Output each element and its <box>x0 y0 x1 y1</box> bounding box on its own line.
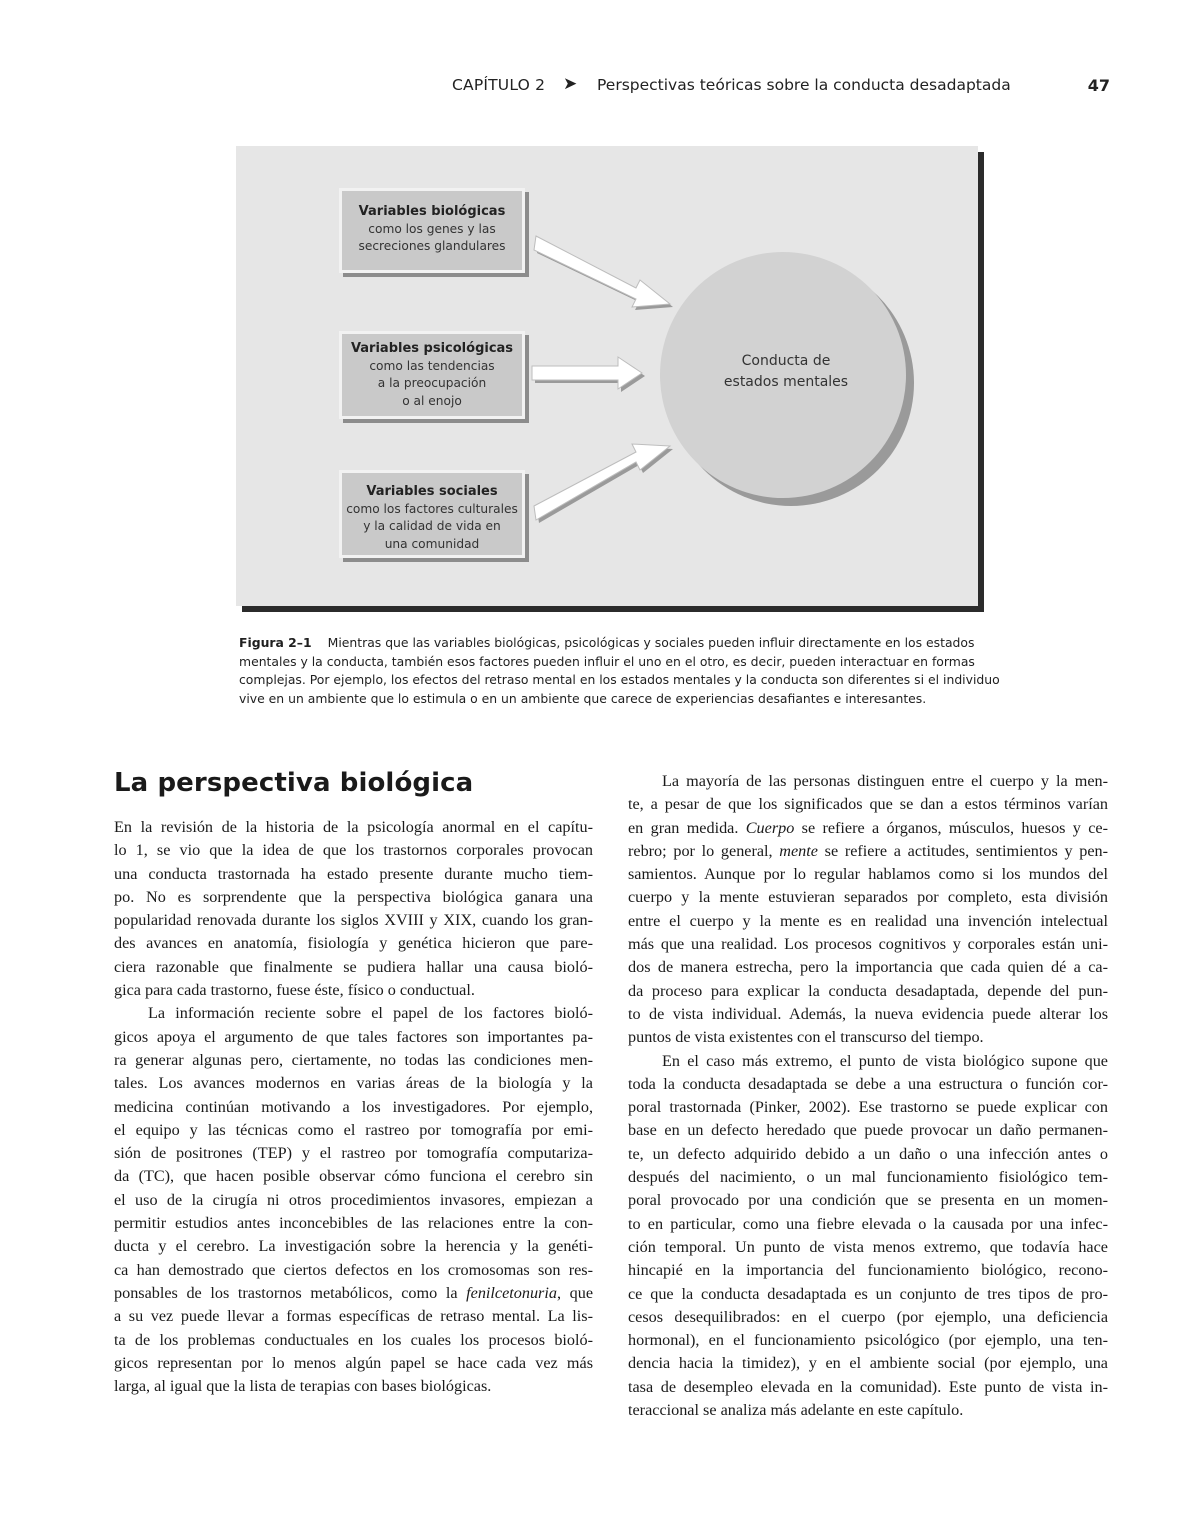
text-line: teraccional se analiza más adelante en este capítulo. <box>628 1401 964 1420</box>
box-variables-sociales <box>339 470 525 558</box>
box-title: Variables biológicas <box>358 204 506 219</box>
arrow-icon: ➤ <box>563 74 578 94</box>
caption-text: Mientras que las variables biológicas, psicológicas y sociales pueden influir directamente en los estados <box>327 635 975 650</box>
caption-line <box>239 634 979 653</box>
text-line: La mayoría de las personas distinguen entre el cuerpo y la men- <box>662 772 1108 790</box>
box-line: secreciones glandulares <box>358 239 506 253</box>
text-line: ce que la conducta desadaptada es un conjunto de tres tipos de pro- <box>628 1284 1108 1303</box>
text-line: tales. Los avances modernos en varias áreas de la biología y la <box>114 1074 593 1093</box>
circle-label <box>686 351 886 393</box>
text-line: sión de positrones (TEP) y el rastreo por tomografía computariza- <box>114 1144 593 1163</box>
arrow-psi-icon <box>532 357 645 392</box>
text-line: después del nacimiento, o un mal funcionamiento fisiológico tem- <box>628 1168 1108 1187</box>
left-column <box>114 816 593 1398</box>
chapter-label: CAPÍTULO 2 <box>452 76 546 94</box>
text-line: En el caso más extremo, el punto de vista biológico supone que <box>662 1051 1108 1070</box>
box-line: como los genes y las <box>368 221 496 236</box>
text-line: cuerpo y la mente estuvieran separados por completo, esta división <box>628 888 1108 907</box>
box-line: como los factores culturales <box>346 501 518 516</box>
text-line: gicos apoya el argumento de que tales factores son importantes pa- <box>114 1027 593 1046</box>
running-header <box>400 74 1110 100</box>
text-line: ca han demostrado que ciertos defectos en los cromosomas son res- <box>114 1260 593 1279</box>
caption-line: complejas. Por ejemplo, los efectos del retraso mental en los estados mentales y la conducta son diferentes si el individuo <box>239 672 1000 687</box>
text-line: poral trastornada (Pinker, 2002). Ese trastorno se puede explicar con <box>628 1098 1108 1117</box>
box-title: Variables psicológicas <box>350 341 514 356</box>
text-line: una conducta trastornada ha estado presente durante mucho tiem- <box>114 864 593 883</box>
text-line: base en un defecto heredado que puede provocar un daño permanen- <box>628 1121 1108 1140</box>
circle-label-line: Conducta de <box>741 353 831 369</box>
text-line: dos de manera estrecha, pero la importancia que cada quien dé a ca- <box>628 958 1108 977</box>
box-line: a la preocupación <box>377 376 487 390</box>
box-line: como las tendencias <box>369 358 495 373</box>
text-line: to en particular, como una fiebre elevada o la causada por una infec- <box>628 1214 1108 1233</box>
text-line: en gran medida. Cuerpo se refiere a órganos, músculos, huesos y ce- <box>628 818 1108 837</box>
box-line: una comunidad <box>384 536 480 551</box>
arrow-soc-icon <box>534 444 673 523</box>
text-line: permitir estudios antes inconcebibles de las relaciones entre la con- <box>114 1214 593 1233</box>
text-line: ta de los problemas conductuales en los cuales los procesos bioló- <box>114 1330 593 1349</box>
text-line: da proceso para explicar la conducta desadaptada, depende del pun- <box>628 981 1108 1000</box>
text-line: dencia hacia la timidez), y en el ambiente social (por ejemplo, una <box>628 1354 1108 1373</box>
text-line: La información reciente sobre el papel de los factores bioló- <box>148 1004 593 1023</box>
text-line: entre el cuerpo y la mente es en realidad una invención intelectual <box>628 911 1108 930</box>
text-line: el uso de la cirugía ni otros procedimientos invasores, empiezan a <box>114 1190 593 1209</box>
text-line: ponsables de los trastornos metabólicos, como la fenilcetonuria, que <box>114 1283 593 1302</box>
text-line: hormonal), en el funcionamiento psicológico (por ejemplo, una ten- <box>628 1331 1108 1350</box>
page-number: 47 <box>1087 76 1110 95</box>
circle-label-line: estados mentales <box>723 374 849 390</box>
text-line: toda la conducta desadaptada se debe a una estructura o función cor- <box>628 1074 1108 1093</box>
figure-panel <box>236 146 978 606</box>
text-line: el equipo y las técnicas como el rastreo por tomografía por emi- <box>114 1120 593 1139</box>
text-line: te, un defecto adquirido debido a un daño o una infección antes o <box>628 1144 1108 1163</box>
text-line: ra generar algunas pero, ciertamente, no todas las condiciones men- <box>114 1050 593 1069</box>
box-title: Variables sociales <box>366 484 498 499</box>
chapter-title: Perspectivas teóricas sobre la conducta desadaptada <box>597 76 1011 94</box>
text-line: samientos. Aunque por lo regular hablamos como si los mundos del <box>628 865 1108 884</box>
text-line: lo 1, se vio que la idea de que los trastornos corporales provocan <box>114 841 593 860</box>
text-line: tasa de desempleo elevada en la comunidad). Este punto de vista in- <box>628 1377 1108 1396</box>
section-heading: La perspectiva biológica <box>114 768 474 798</box>
text-line: ción temporal. Un punto de vista menos extremo, que todavía hace <box>628 1237 1108 1256</box>
text-line: da (TC), que hacen posible observar cómo funciona el cerebro sin <box>114 1167 593 1186</box>
text-line: te, a pesar de que los significados que se dan a estos términos varían <box>628 795 1108 814</box>
text-line: ducta y el cerebro. La investigación sobre la herencia y la genéti- <box>114 1237 593 1256</box>
text-line: po. No es sorprendente que la perspectiva biológica ganara una <box>114 887 593 906</box>
text-line: rebro; por lo general, mente se refiere a actitudes, sentimientos y pen- <box>628 841 1108 860</box>
arrow-bio-icon <box>534 236 673 310</box>
text-line: des avances en anatomía, fisiología y genética hicieron que pare- <box>114 934 593 953</box>
right-column <box>628 770 1108 1422</box>
text-line: larga, al igual que la lista de terapias con bases biológicas. <box>114 1377 492 1396</box>
box-variables-psicologicas <box>339 331 525 419</box>
text-line: hincapié en la importancia del funcionamiento biológico, recono- <box>628 1261 1108 1280</box>
text-line: medicina continúan motivando a los investigadores. Por ejemplo, <box>114 1097 593 1116</box>
caption-line: vive en un ambiente que lo estimula o en un ambiente que carece de experiencias desafiantes e interesantes. <box>239 690 927 706</box>
text-line: popularidad renovada durante los siglos XVIII y XIX, cuando los gran- <box>114 911 593 930</box>
text-line: to de vista individual. Además, la nueva evidencia puede alterar los <box>628 1004 1108 1023</box>
box-line: y la calidad de vida en <box>363 519 501 533</box>
text-line: ciera razonable que finalmente se pudiera hallar una causa bioló- <box>114 957 593 976</box>
text-line: gica para cada trastorno, fuese éste, físico o conductual. <box>114 981 475 1000</box>
caption-label: Figura 2–1 <box>239 635 312 650</box>
text-line: En la revisión de la historia de la psicología anormal en el capítu- <box>114 818 593 836</box>
caption-line: mentales y la conducta, también esos factores pueden influir el uno en el otro, es decir, pueden interactuar en formas <box>239 653 975 669</box>
text-line: gicos representan por lo menos algún papel se hace cada vez más <box>114 1353 593 1372</box>
text-line: a su vez puede llevar a formas específicas de retraso mental. La lis- <box>114 1307 593 1326</box>
text-line: más que una realidad. Los procesos cognitivos y corporales están uni- <box>628 935 1108 954</box>
box-line: o al enojo <box>402 393 462 408</box>
figure-caption <box>239 634 1000 708</box>
text-line: poral provocado por una condición que se presenta en un momen- <box>628 1191 1108 1210</box>
box-variables-biologicas <box>339 188 525 273</box>
text-line: puntos de vista existentes con el transcurso del tiempo. <box>628 1028 984 1047</box>
text-line: cesos desequilibrados: en el cuerpo (por ejemplo, una deficiencia <box>628 1307 1108 1326</box>
